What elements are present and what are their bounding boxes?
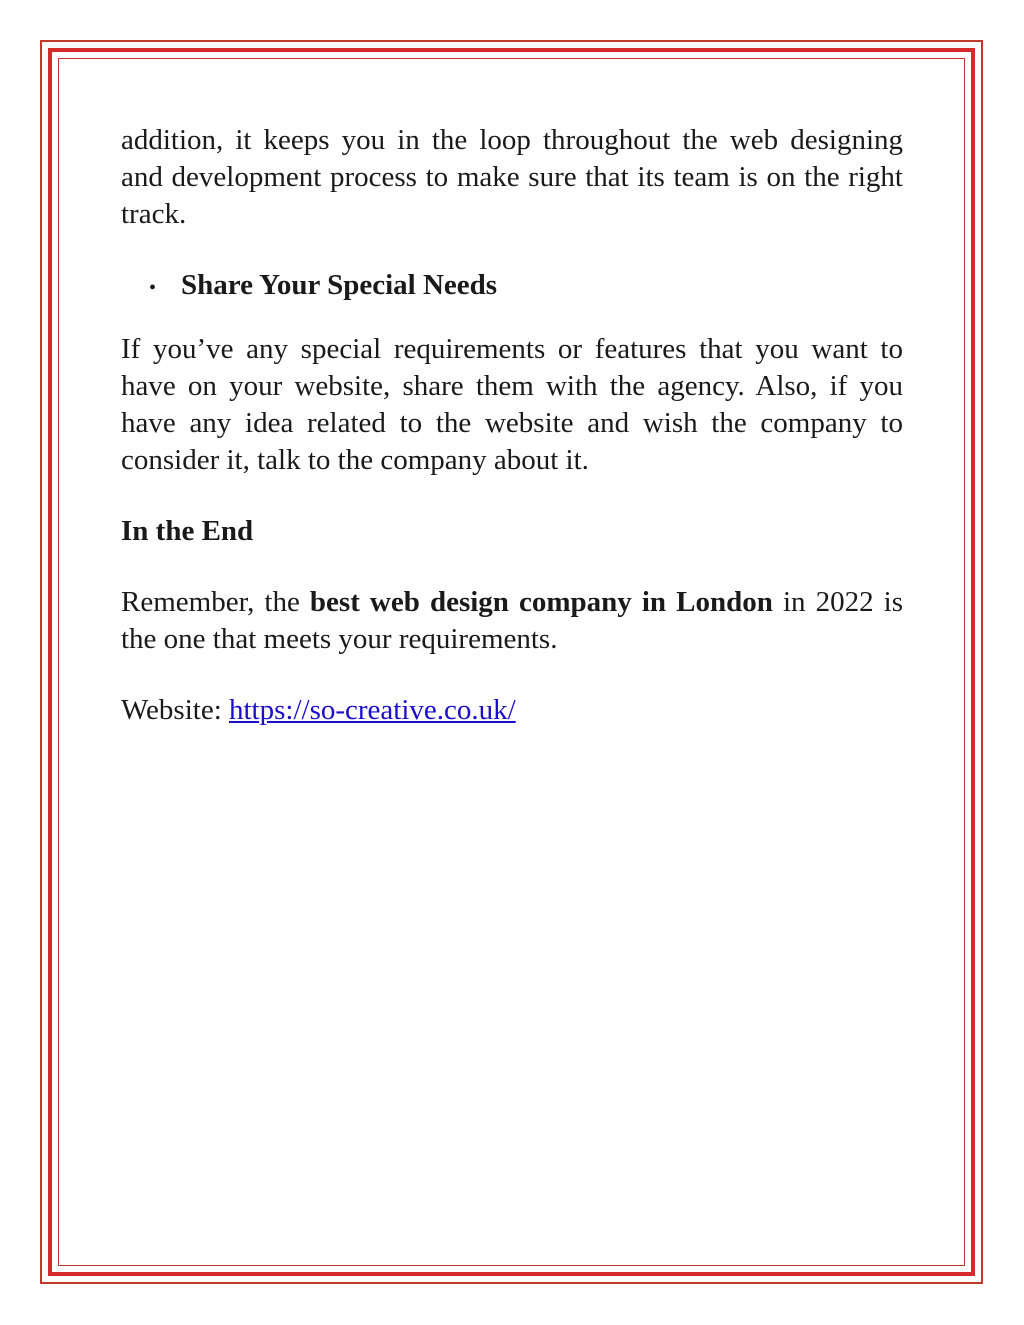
document-body [121, 122, 903, 729]
paragraph-special-needs: If you’ve any special requirements or features that you want to have on your website, share them with the agency. Also, if you have any idea related to the website and wish the company to consider it, talk to the company about it. [121, 333, 903, 476]
section-heading: In the End [121, 515, 254, 547]
bullet-icon: • [149, 277, 157, 299]
bullet-item [121, 267, 903, 307]
website-link[interactable]: https://so-creative.co.uk/ [229, 694, 516, 726]
conclusion-prefix: Remember, the [121, 586, 310, 618]
paragraph-conclusion [121, 584, 903, 658]
paragraph-intro: addition, it keeps you in the loop throughout the web designing and development process to make sure that its team is on the right track. [121, 124, 903, 230]
conclusion-keyword: best web design company in London [309, 586, 773, 618]
website-line [121, 692, 903, 729]
spacer [121, 658, 903, 692]
website-label: Website: [121, 694, 229, 726]
bullet-heading: Share Your Special Needs [181, 269, 498, 301]
conclusion-suffix: in 2022 is the one that meets your requirements. [121, 586, 903, 655]
